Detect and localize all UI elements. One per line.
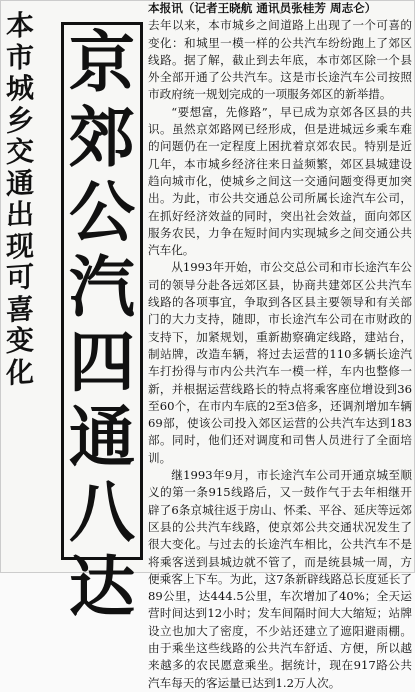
- article-paragraph: 从1993年开始，市公交总公司和市长途汽车公司的领导分赴各远郊区县，协商共建郊区公共汽车线路的各项事宜，争取到各区县主要领导和有关部门的大力支持，随即，市长途汽车公司在市财政的支持下，加紧规划，重新勘察确定线路，建站台，制站牌，改造车辆，将过去运营的110多辆长途汽车打扮得与市内公共汽车一模一样，车内也整修一新，并根据运营线路长的特点将乘客座位增设到36至60个，在市内车底的2至3倍多，还调剂增加车辆69部，使该公司投入郊区运营的公共汽车达到183部。同时，他们还对调度和司售人员进行了全面培训。: [148, 260, 412, 465]
- headline-box: [61, 22, 143, 626]
- side-banner-char: 出: [5, 197, 34, 232]
- headline-char: 公: [69, 174, 135, 251]
- side-banner-char: 喜: [5, 291, 34, 327]
- article-paragraph: 继1993年9月，市长途汽车公司开通京城至顺义的第一条915线路后，又一鼓作气于去年相继开辟了6条京城往返于房山、怀柔、平谷、延庆等远郊区县的公共汽车线路，使京郊公共交通状况发生了很大变化。与过去的长途汽车相比，公共汽车不是将乘客送到县城边就不管了，而是统县城一周，方便乘客上下车。为此，这7条新辟线路总长度延长了89公里，达444.5公里，车次增加了40%；全天运营时间达到12小时；发车间隔时间大大缩短；站牌设立也加大了密度，不少站还建立了遮阳避雨棚。由于乘坐这些线路的公共汽车舒适、方便，所以越来越多的农民愿意乘坐。据统计，现在917路公共汽车每天的客运量已达到1.2万人次。: [148, 468, 412, 690]
- headline-char: 八: [69, 474, 135, 551]
- article-paragraph: 去年以来，本市城乡之间道路上出现了一个可喜的变化：和城里一模一样的公共汽车纷纷跑上了郊区线路。据了解，截止到去年底，本市郊区除一个县外全部开通了公共汽车。这是市长途汽车公司按照市政府统一规划完成的一项服务郊区的新举措。: [148, 18, 412, 102]
- side-banner-char: 本: [5, 8, 34, 43]
- headline-char: 达: [69, 549, 135, 626]
- side-banner-char: 市: [5, 39, 34, 75]
- article-byline: 本报讯（记者王晓航 通讯员张桂芳 周志仑）: [148, 1, 377, 15]
- side-banner-char: 变: [5, 323, 34, 358]
- article-body: [148, 0, 412, 690]
- side-banner-char: 化: [5, 354, 34, 390]
- headline-char: 四: [69, 324, 135, 401]
- headline-char: 郊: [69, 99, 135, 176]
- side-banner: [3, 8, 37, 390]
- side-banner-char: 城: [5, 71, 34, 106]
- side-banner-char: 通: [5, 165, 34, 201]
- side-banner-char: 交: [5, 134, 34, 169]
- headline-char: 通: [69, 399, 135, 476]
- side-banner-char: 乡: [5, 102, 34, 138]
- side-banner-char: 现: [5, 228, 34, 264]
- side-banner-char: 可: [5, 260, 34, 295]
- headline-char: 汽: [69, 249, 135, 326]
- article-paragraph: “要想富，先修路”，早已成为京郊各区县的共识。虽然京郊路网已经形成，但是进城远乡乘车难的问题仍在一定程度上困扰着京郊农民。特别是近几年，本市城乡经济往来日益频繁，郊区县城建设趋向城市化，使城乡之间这一交通问题变得更加突出。为此，市公共交通总公司所属长途汽车公司，在抓好经济效益的同时，突出社会效益，面向郊区服务农民，力争在短时间内实现城乡之间交通公共汽车化。: [148, 104, 412, 258]
- headline-char: 京: [69, 24, 135, 101]
